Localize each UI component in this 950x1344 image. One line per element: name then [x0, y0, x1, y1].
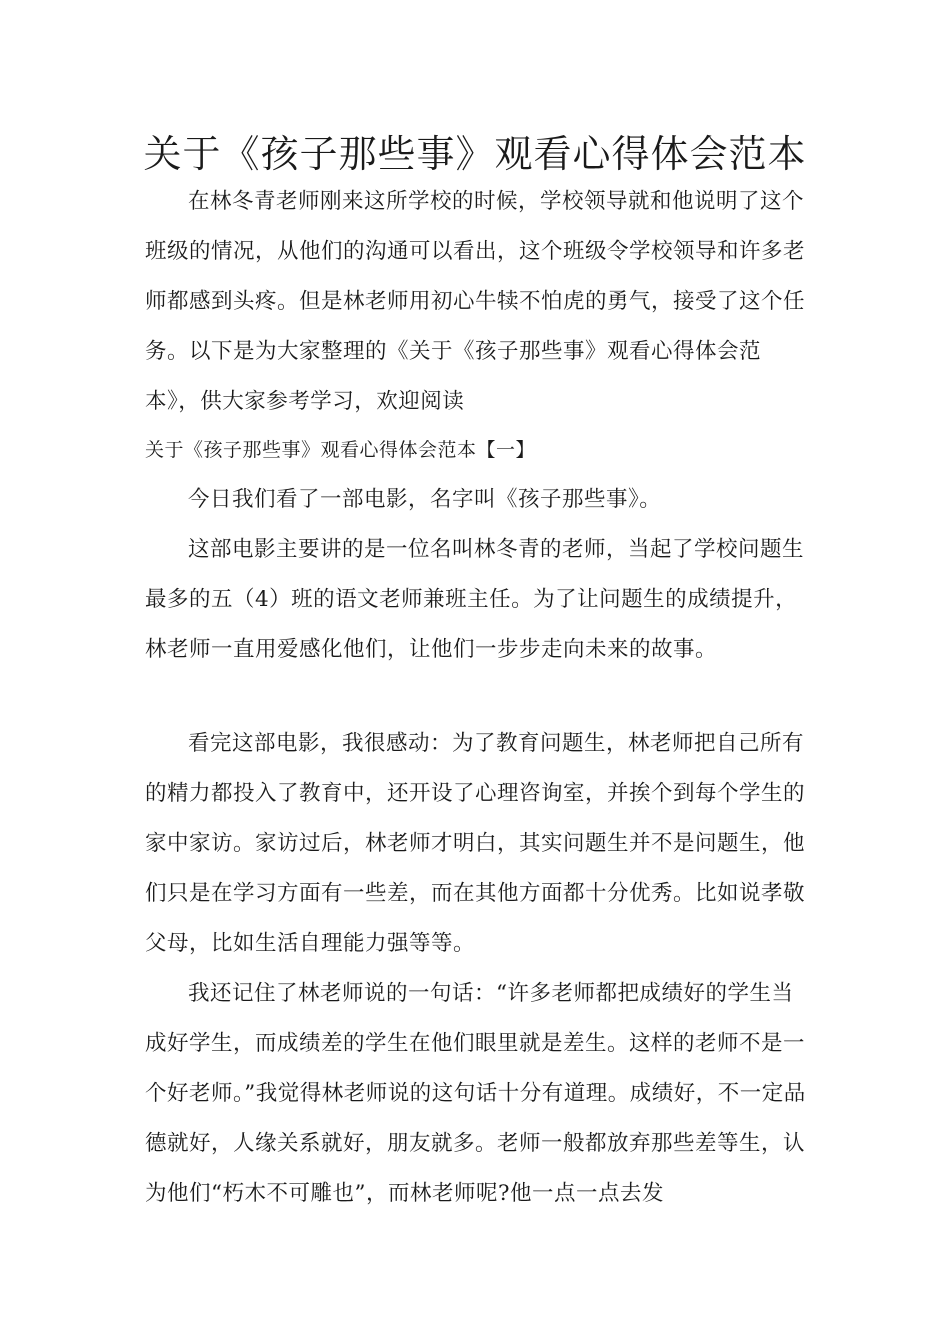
section-one-block: [145, 425, 815, 675]
document-title: 关于《孩子那些事》观看心得体会范本: [143, 132, 807, 176]
body-paragraph-2: 这部电影主要讲的是一位名叫林冬青的老师，当起了学校问题生最多的五（4）班的语文老师兼班主任。为了让问题生的成绩提升，林老师一直用爱感化他们，让他们一步步走向未来的故事。: [145, 537, 805, 662]
body-paragraph-3: 看完这部电影，我很感动：为了教育问题生，林老师把自己所有的精力都投入了教育中，还开设了心理咨询室，并挨个到每个学生的家中家访。家访过后，林老师才明白，其实问题生并不是问题生，他们只是在学习方面有一些差，而在其他方面都十分优秀。比如说孝敬父母，比如生活自理能力强等等。: [145, 731, 806, 956]
section-heading: 关于《孩子那些事》观看心得体会范本【一】: [145, 439, 536, 461]
body-paragraph-1: 今日我们看了一部电影，名字叫《孩子那些事》。: [188, 487, 662, 512]
section-one-continued: [145, 719, 815, 1219]
body-paragraph-4: 我还记住了林老师说的一句话：“许多老师都把成绩好的学生当成好学生，而成绩差的学生在他们眼里就是差生。这样的老师不是一个好老师。”我觉得林老师说的这句话十分有道理。成绩好，不一定品德就好，人缘关系就好，朋友就多。老师一般都放弃那些差等生，认为他们“朽木不可雕也”，而林老师呢?他一点一点去发: [145, 981, 806, 1206]
intro-paragraph: 在林冬青老师刚来这所学校的时候，学校领导就和他说明了这个班级的情况，从他们的沟通可以看出，这个班级令学校领导和许多老师都感到头疼。但是林老师用初心牛犊不怕虎的勇气，接受了这个任务。以下是为大家整理的《关于《孩子那些事》观看心得体会范本》，供大家参考学习，欢迎阅读: [145, 189, 806, 414]
intro-block: [145, 177, 815, 427]
